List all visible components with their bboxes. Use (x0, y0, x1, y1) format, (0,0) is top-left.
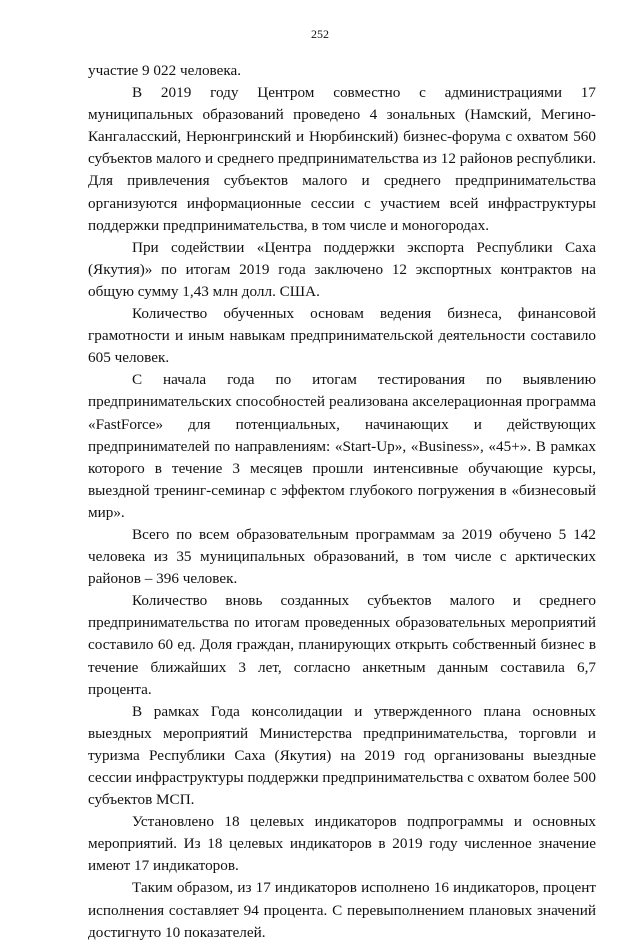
paragraph-indicator-results: Таким образом, из 17 индикаторов исполнено 16 индикаторов, процент исполнения составляет 94 процента. С перевыполнением плановых значений достигнуто 10 показателей. (88, 879, 596, 941)
paragraph-continuation: участие 9 022 человека. (88, 62, 242, 79)
paragraph-target-indicators: Установлено 18 целевых индикаторов подпрограммы и основных мероприятий. Из 18 целевых индикаторов в 2019 году численное значение имеют 17 индикаторов. (88, 813, 596, 875)
paragraph-zonal-forums: В 2019 году Центром совместно с администрациями 17 муниципальных образований проведено 4 зональных (Намский, Мегино-Кангаласский, Нерюнгринский и Нюрбинский) бизнес-форума с охватом 560 субъектов малого и среднего предпринимательства из 12 районов республики. Для привлечения субъектов малого и среднего предпринимательства организуются информационные сессии с участием всей инфраструктуры поддержки предпринимательства, в том числе и моногородах. (88, 84, 596, 234)
paragraph-new-businesses: Количество вновь созданных субъектов малого и среднего предпринимательства по итогам проведенных образовательных мероприятий составило 60 ед. Доля граждан, планирующих открыть собственный бизнес в течение ближайших 3 лет, согласно анкетным данным составила 6,7 процента. (88, 592, 596, 698)
paragraph-consolidation-year: В рамках Года консолидации и утвержденного плана основных выездных мероприятий Министерства предпринимательства, торговли и туризма Республики Саха (Якутия) на 2019 год организованы выездные сессии инфраструктуры поддержки предпринимательства с охватом более 500 субъектов МСП. (88, 702, 596, 809)
paragraph-fastforce-program: С начала года по итогам тестирования по выявлению предпринимательских способностей реализована акселерационная программа «FastForce» для потенциальных, начинающих и действующих предпринимателей по направлениям: «Start-Up», «Business», «45+». В рамках которого в течение 3 месяцев прошли интенсивные обучающие курсы, выездной тренинг-семинар с эффектом глубокого погружения в «бизнесовый мир». (88, 371, 596, 521)
page-number: 252 (311, 27, 329, 41)
paragraph-education-total: Всего по всем образовательным программам за 2019 обучено 5 142 человека из 35 муниципальных образований, в том числе с арктических районов – 396 человек. (88, 525, 596, 588)
document-body (88, 60, 596, 944)
paragraph-trained-count: Количество обученных основам ведения бизнеса, финансовой грамотности и иным навыкам предпринимательской деятельности составило 605 человек. (88, 305, 596, 367)
paragraph-export-contracts: При содействии «Центра поддержки экспорта Республики Саха (Якутия)» по итогам 2019 года заключено 12 экспортных контрактов на общую сумму 1,43 млн долл. США. (88, 238, 596, 300)
